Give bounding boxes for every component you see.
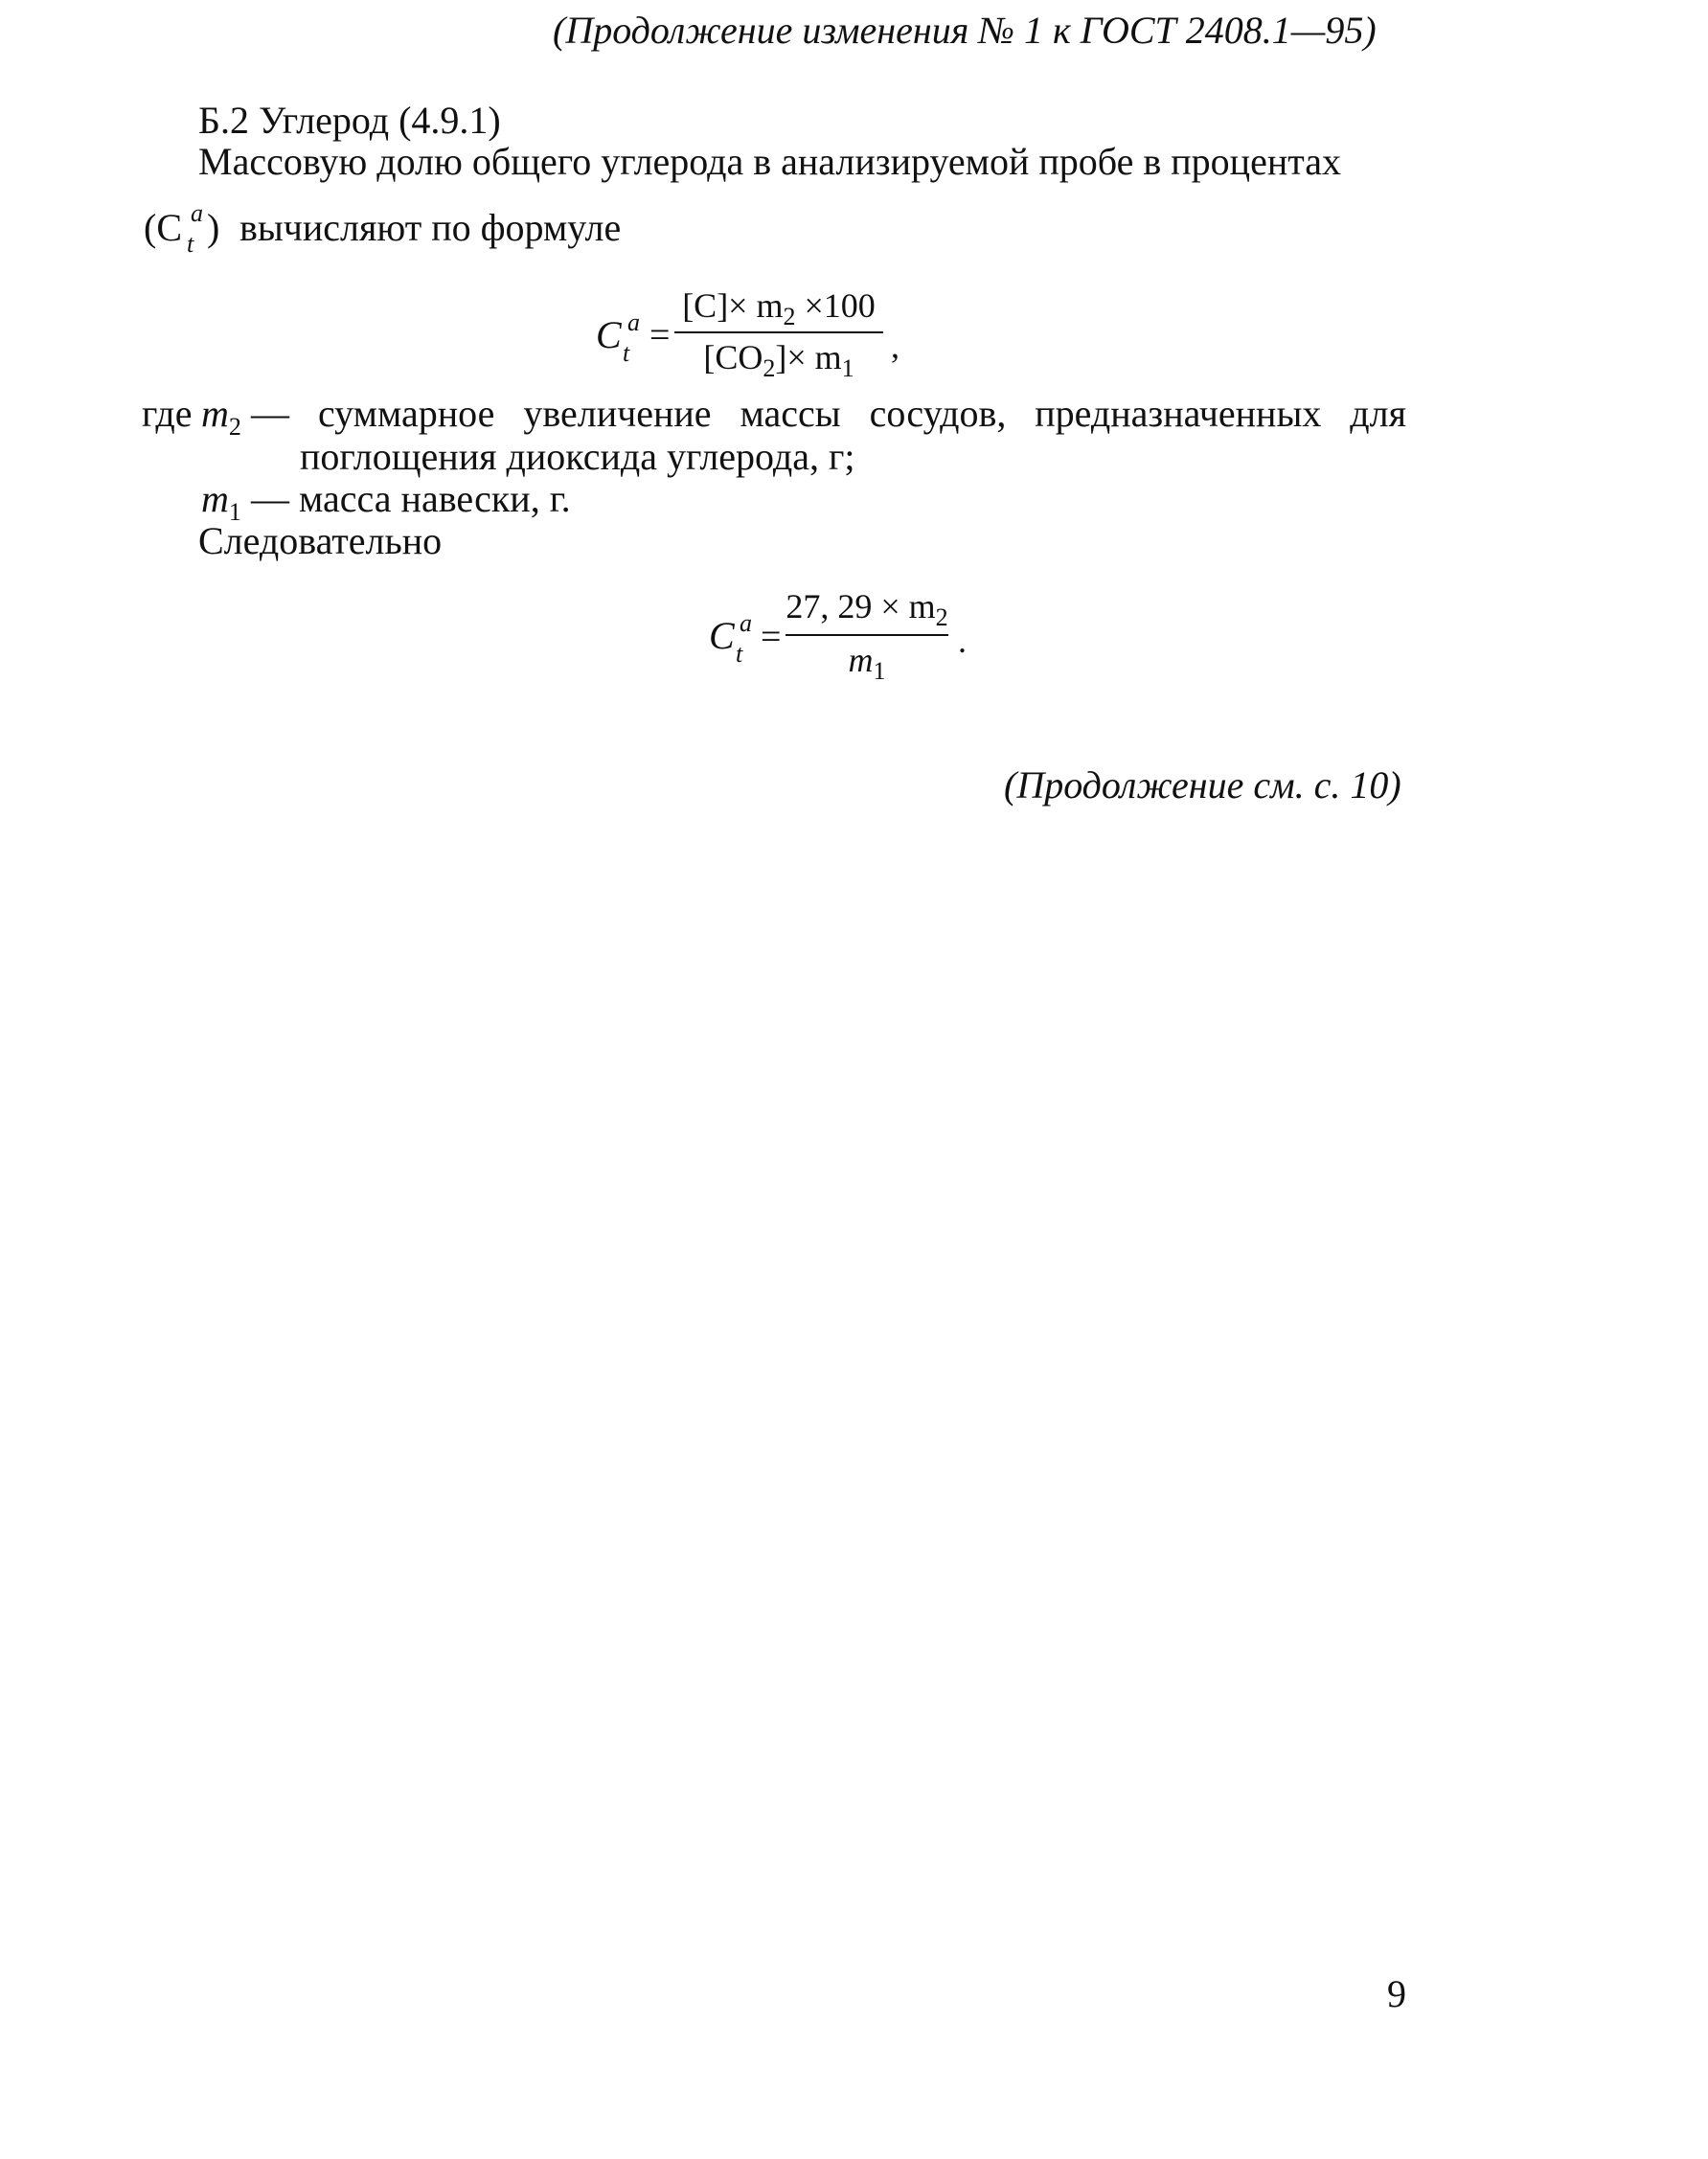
formula-2-fraction-bar: [786, 634, 948, 636]
section-heading: Б.2 Углерод (4.9.1): [198, 99, 501, 142]
definition-m2-text-2: поглощения диоксида углерода, г;: [300, 435, 855, 478]
formula-1-numerator-tail: ×100: [795, 286, 876, 325]
formula-1-lhs: C: [596, 313, 622, 356]
m1-subscript: 1: [228, 498, 241, 526]
definition-m2-text: — суммарное увеличение массы сосудов, предназначенных для: [251, 392, 1406, 435]
formula-1-equals: =: [649, 315, 671, 355]
intro-symbol-sup: a: [191, 199, 203, 227]
definition-where: где: [142, 392, 193, 435]
intro-paren-close: ): [207, 206, 220, 249]
formula-2-lhs: C: [709, 614, 735, 657]
formula-2-numerator-sub: 2: [935, 603, 948, 632]
intro-paren-open: (C: [144, 206, 182, 249]
formula-1-fraction: [674, 285, 883, 383]
formula-1-denominator: [674, 337, 883, 383]
formula-1-denominator-sub: 2: [763, 354, 776, 383]
intro-text-2: вычисляют по формуле: [239, 206, 622, 249]
page-number: 9: [1387, 1972, 1406, 2015]
header-continuation: (Продолжение изменения № 1 к ГОСТ 2408.1—95): [553, 9, 1377, 52]
formula-2-equals: =: [761, 617, 782, 657]
formula-1-numerator: [674, 285, 883, 331]
formula-1-lhs-sup: a: [627, 308, 640, 336]
m2-letter: m: [201, 392, 229, 435]
formula-2-punct: .: [958, 622, 967, 660]
formula-2-lhs-sub: t: [736, 640, 743, 668]
formula-1-fraction-bar: [674, 331, 883, 333]
formula-1-numerator-sub: 2: [783, 303, 796, 331]
formula-2-fraction: [786, 586, 948, 686]
formula-2-lhs-sup: a: [740, 609, 752, 637]
m1-letter: m: [201, 477, 229, 520]
formula-1-denominator-main: [CO: [703, 338, 763, 376]
formula-1-denominator-sub2: 1: [841, 354, 854, 383]
formula-2-denominator: [786, 640, 948, 686]
formula-1-numerator-main: [C]× m: [682, 286, 784, 325]
consequently-text: Следовательно: [198, 519, 443, 562]
definition-m1-text: — масса навески, г.: [251, 477, 571, 520]
formula-2-numerator-main: 27, 29 × m: [786, 587, 936, 625]
intro-text: Массовую долю общего углерода в анализируемой пробе в процентах: [198, 140, 1341, 183]
footer-continuation: (Продолжение см. с. 10): [1004, 763, 1401, 807]
formula-1-lhs-sub: t: [623, 339, 630, 367]
formula-2-denominator-sub: 1: [873, 657, 886, 686]
m2-subscript: 2: [228, 413, 241, 441]
intro-symbol-sub: t: [187, 230, 194, 258]
definition-m2-symbol: [201, 391, 241, 441]
formula-1-denominator-tail: ]× m: [775, 338, 842, 376]
intro-symbol: [144, 205, 182, 251]
formula-2-denominator-main: m: [848, 641, 874, 679]
formula-1-punct: ,: [891, 327, 900, 365]
definition-m1-symbol: [201, 476, 241, 526]
formula-2-numerator: [786, 586, 948, 632]
